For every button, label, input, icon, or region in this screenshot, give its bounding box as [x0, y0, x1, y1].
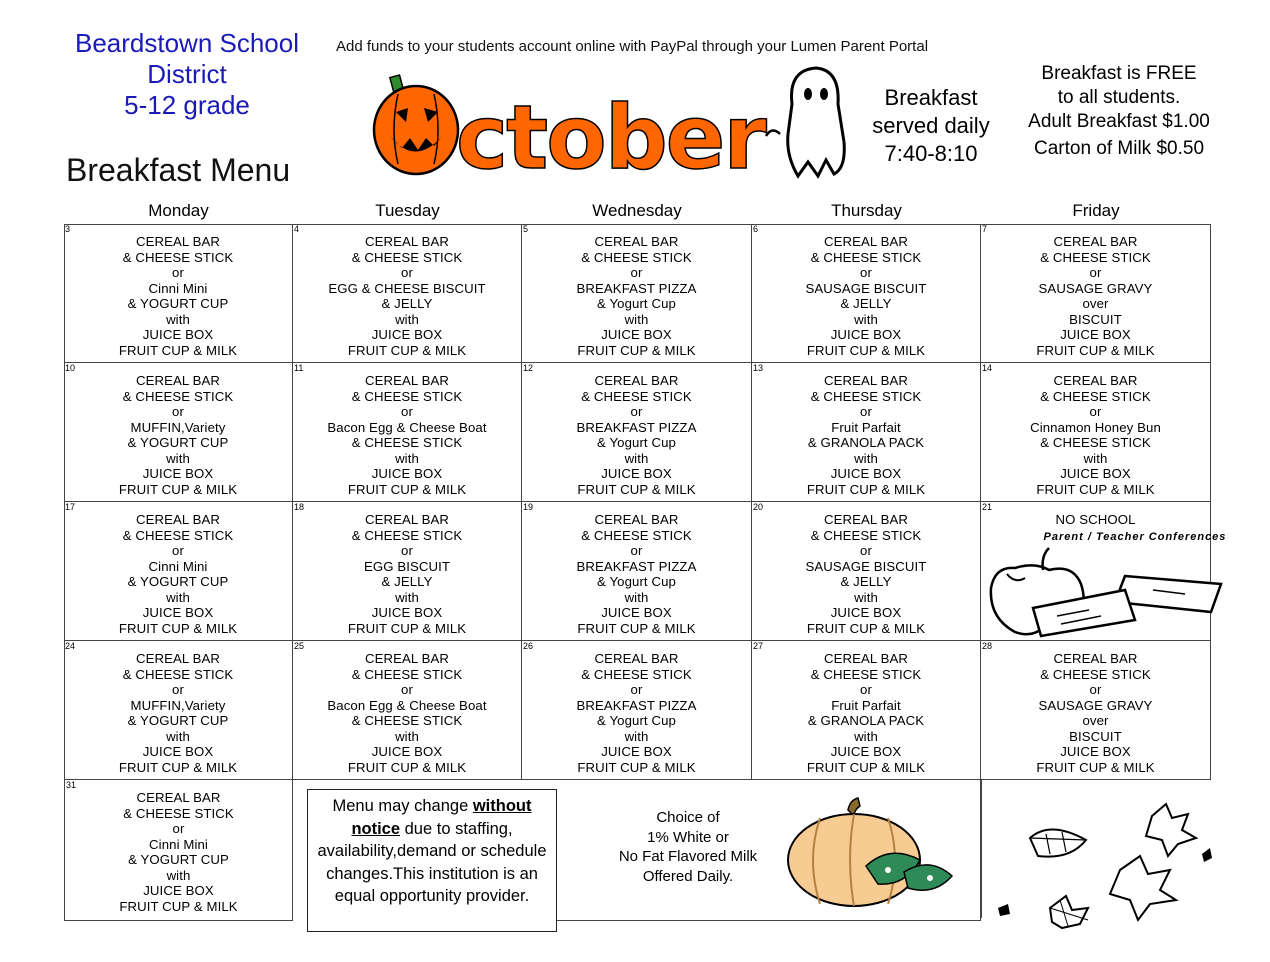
- menu-line: BREAKFAST PIZZA: [576, 697, 697, 713]
- notice-bold-without: without: [472, 797, 532, 815]
- menu-line: & CHEESE STICK: [351, 435, 463, 450]
- menu-line: with: [1083, 450, 1108, 466]
- menu-items: [64, 373, 292, 497]
- day-number: 21: [982, 502, 993, 512]
- menu-line: & GRANOLA PACK: [807, 713, 925, 728]
- menu-line: Bacon Egg & Cheese Boat: [327, 697, 487, 713]
- paypal-note: Add funds to your students account online with PayPal through your Lumen Parent Portal: [336, 38, 929, 55]
- day-cell-thursday: [752, 363, 981, 502]
- menu-line: CEREAL BAR: [823, 651, 909, 666]
- menu-items: [752, 651, 980, 775]
- menu-items: [64, 512, 292, 636]
- menu-line: CEREAL BAR: [594, 234, 679, 249]
- menu-line: & YOGURT CUP: [127, 713, 229, 728]
- served-line-2: served daily: [872, 113, 990, 138]
- menu-line: FRUIT CUP & MILK: [577, 759, 696, 775]
- menu-line: FRUIT CUP & MILK: [577, 481, 696, 497]
- day-number: 13: [753, 363, 764, 373]
- served-line-1: Breakfast: [884, 85, 978, 110]
- pricing-line-1: Breakfast is FREE: [1041, 63, 1197, 84]
- jack-o-lantern-icon: [374, 75, 458, 174]
- menu-line: Fruit Parfait: [831, 697, 901, 713]
- menu-line: & Yogurt Cup: [597, 713, 676, 728]
- day-cell-monday: [64, 502, 293, 641]
- day-cell-monday: [64, 224, 293, 363]
- day-number: 7: [982, 224, 988, 234]
- menu-line: FRUIT CUP & MILK: [577, 342, 696, 358]
- menu-line: BISCUIT: [1069, 728, 1122, 744]
- menu-line: & CHEESE STICK: [351, 666, 463, 682]
- menu-line: & Yogurt Cup: [597, 435, 676, 450]
- menu-line: CEREAL BAR: [364, 651, 450, 666]
- menu-line: FRUIT CUP & MILK: [806, 342, 926, 358]
- menu-items: [981, 234, 1210, 358]
- menu-line: BREAKFAST PIZZA: [576, 419, 697, 435]
- day-cell-thursday: [752, 224, 981, 363]
- menu-line: CEREAL BAR: [823, 234, 909, 249]
- menu-line: JUICE BOX: [1060, 744, 1131, 759]
- grade-range: 5-12 grade: [124, 90, 250, 120]
- menu-line: FRUIT CUP & MILK: [806, 481, 926, 497]
- menu-line: with: [395, 589, 419, 605]
- menu-line: with: [166, 311, 190, 327]
- menu-line: JUICE BOX: [143, 883, 214, 898]
- menu-items: [293, 651, 521, 775]
- menu-line: & YOGURT CUP: [127, 435, 229, 450]
- day-header-wednesday: Wednesday: [592, 201, 682, 220]
- day-number: 25: [294, 641, 305, 651]
- day-header-thursday: Thursday: [831, 201, 902, 220]
- menu-line: JUICE BOX: [601, 466, 672, 481]
- menu-line: CEREAL BAR: [135, 373, 221, 388]
- menu-line: & CHEESE STICK: [351, 249, 463, 265]
- menu-line: BISCUIT: [1069, 311, 1122, 327]
- menu-line: CEREAL BAR: [594, 651, 679, 666]
- menu-line: JUICE BOX: [830, 327, 902, 342]
- notice-bold-notice: notice: [351, 819, 401, 838]
- menu-line: FRUIT CUP & MILK: [1036, 481, 1155, 497]
- menu-line: & CHEESE STICK: [351, 713, 463, 728]
- day-number: 27: [753, 641, 764, 651]
- menu-line: CEREAL BAR: [364, 373, 450, 388]
- day-cell-thursday: [752, 641, 981, 780]
- menu-line: FRUIT CUP & MILK: [118, 759, 238, 775]
- menu-line: CEREAL BAR: [135, 234, 221, 249]
- menu-line: or: [630, 682, 643, 697]
- menu-line: with: [395, 450, 419, 466]
- menu-line: JUICE BOX: [601, 605, 672, 620]
- menu-line: FRUIT CUP & MILK: [347, 759, 467, 775]
- menu-items: [293, 512, 521, 636]
- menu-line: with: [166, 589, 190, 605]
- menu-line: & CHEESE STICK: [122, 527, 234, 543]
- pricing-line-2: to all students.: [1057, 87, 1181, 108]
- menu-line: JUICE BOX: [371, 605, 443, 620]
- day-number: 20: [753, 502, 764, 512]
- menu-line: JUICE BOX: [142, 466, 214, 481]
- menu-items: [752, 234, 980, 358]
- menu-line: or: [401, 682, 413, 697]
- day-cell-friday: [981, 641, 1211, 780]
- menu-line: FRUIT CUP & MILK: [347, 620, 467, 636]
- menu-line: & CHEESE STICK: [810, 249, 922, 265]
- day-header-monday: Monday: [148, 201, 209, 220]
- day-number: 18: [294, 502, 305, 512]
- day-number: 6: [753, 224, 759, 234]
- menu-line: JUICE BOX: [830, 466, 902, 481]
- day-number: 3: [65, 224, 71, 234]
- menu-line: with: [624, 450, 649, 466]
- menu-items: [522, 512, 751, 636]
- day-cell-monday: [64, 363, 293, 502]
- day-cell-wednesday: [522, 363, 752, 502]
- menu-items: [293, 234, 521, 358]
- menu-line: & CHEESE STICK: [351, 527, 463, 543]
- day-number: 28: [982, 641, 993, 651]
- menu-line: or: [860, 404, 872, 419]
- day-number: 14: [982, 363, 993, 373]
- menu-line: CEREAL BAR: [1053, 651, 1138, 666]
- menu-line: or: [1089, 404, 1102, 419]
- adult-price: Adult Breakfast $1.00: [1028, 111, 1210, 132]
- menu-line: FRUIT CUP & MILK: [118, 481, 238, 497]
- menu-line: or: [172, 265, 184, 280]
- day-number: 19: [523, 502, 534, 512]
- menu-line: with: [395, 311, 419, 327]
- menu-items: [981, 651, 1210, 775]
- menu-line: BREAKFAST PIZZA: [576, 280, 697, 296]
- menu-line: FRUIT CUP & MILK: [806, 620, 926, 636]
- day-cell-monday: [64, 641, 293, 780]
- menu-items: [522, 234, 751, 358]
- district-line-1: Beardstown School: [74, 28, 300, 58]
- menu-line: or: [1089, 682, 1102, 697]
- menu-line: & CHEESE STICK: [1040, 666, 1151, 682]
- menu-line: & CHEESE STICK: [1040, 388, 1151, 404]
- menu-line: or: [172, 682, 184, 697]
- day-number: 24: [65, 641, 76, 651]
- menu-line: or: [630, 265, 643, 280]
- menu-line: & JELLY: [840, 574, 892, 589]
- menu-items: [981, 373, 1210, 497]
- menu-line: & CHEESE STICK: [810, 388, 922, 404]
- day-number: 12: [523, 363, 534, 373]
- menu-line: & JELLY: [381, 296, 433, 311]
- day-number: 11: [294, 363, 304, 373]
- district-line-2: District: [147, 59, 227, 89]
- menu-line: Bacon Egg & Cheese Boat: [327, 419, 487, 435]
- menu-line: with: [166, 867, 191, 883]
- menu-line: with: [395, 728, 419, 744]
- menu-line: & CHEESE STICK: [122, 388, 234, 404]
- conferences-label: Parent / Teacher Conferences: [1043, 531, 1227, 543]
- menu-line: MUFFIN,Variety: [130, 697, 226, 713]
- milk-choice-line-3: No Fat Flavored Milk: [618, 848, 758, 865]
- october-banner-art: [368, 64, 848, 182]
- friday-divider: [981, 780, 982, 918]
- menu-line: FRUIT CUP & MILK: [1036, 342, 1155, 358]
- menu-line: FRUIT CUP & MILK: [1036, 759, 1155, 775]
- menu-line: CEREAL BAR: [136, 790, 221, 805]
- menu-line: JUICE BOX: [1060, 327, 1131, 342]
- day-cell-tuesday: [293, 641, 522, 780]
- ghost-icon: [766, 68, 844, 176]
- menu-line: JUICE BOX: [830, 744, 902, 759]
- menu-line: JUICE BOX: [142, 327, 214, 342]
- menu-line: FRUIT CUP & MILK: [347, 342, 467, 358]
- menu-line: & CHEESE STICK: [810, 666, 922, 682]
- menu-line: JUICE BOX: [142, 605, 214, 620]
- conference-apple-art: [985, 528, 1235, 640]
- menu-line: & YOGURT CUP: [127, 296, 229, 311]
- menu-line: & CHEESE STICK: [1040, 435, 1151, 450]
- menu-line: & CHEESE STICK: [581, 666, 692, 682]
- day-cell-friday: [981, 224, 1211, 363]
- milk-choice-info: [598, 808, 778, 886]
- menu-line: with: [624, 728, 649, 744]
- menu-line: & CHEESE STICK: [122, 249, 234, 265]
- menu-line: FRUIT CUP & MILK: [119, 898, 238, 914]
- day-cell-friday: [981, 363, 1211, 502]
- district-name: [58, 28, 316, 121]
- menu-line: & CHEESE STICK: [122, 666, 234, 682]
- menu-line: JUICE BOX: [142, 744, 214, 759]
- menu-line: or: [172, 543, 184, 558]
- menu-line: CEREAL BAR: [823, 373, 909, 388]
- menu-line: CEREAL BAR: [135, 651, 221, 666]
- day-number: 5: [523, 224, 529, 234]
- menu-line: JUICE BOX: [601, 744, 672, 759]
- menu-line: CEREAL BAR: [1053, 234, 1138, 249]
- october-letters: ctober: [456, 86, 765, 182]
- menu-line: with: [624, 311, 649, 327]
- menu-items: [293, 373, 521, 497]
- menu-line: or: [401, 265, 413, 280]
- menu-line: Cinni Mini: [148, 280, 208, 296]
- day-cell-thursday: [752, 502, 981, 641]
- menu-line: or: [401, 543, 413, 558]
- menu-line: CEREAL BAR: [364, 234, 450, 249]
- menu-line: BREAKFAST PIZZA: [576, 558, 697, 574]
- day-cell-monday: [64, 780, 293, 921]
- milk-choice-line-4: Offered Daily.: [642, 867, 734, 885]
- menu-line: Cinni Mini: [148, 558, 208, 574]
- menu-line: or: [172, 404, 184, 419]
- menu-line: or: [630, 404, 643, 419]
- menu-line: & CHEESE STICK: [351, 388, 463, 404]
- notice-text-2: due to staffing, availability,demand or schedule changes.This institution is an equal opportunity provider.: [317, 819, 547, 905]
- pricing-info: [1010, 62, 1228, 161]
- menu-line: & CHEESE STICK: [581, 388, 692, 404]
- menu-line: & YOGURT CUP: [128, 852, 229, 867]
- menu-line: & YOGURT CUP: [127, 574, 229, 589]
- menu-line: with: [166, 728, 190, 744]
- menu-line: SAUSAGE GRAVY: [1038, 697, 1153, 713]
- menu-items: [752, 512, 980, 636]
- autumn-leaves-icon: [990, 790, 1230, 940]
- menu-line: over: [1082, 713, 1109, 728]
- menu-line: & JELLY: [840, 296, 892, 311]
- menu-items: [65, 790, 292, 914]
- menu-line: FRUIT CUP & MILK: [577, 620, 696, 636]
- menu-line: or: [860, 543, 872, 558]
- day-header-friday: Friday: [1072, 201, 1120, 220]
- menu-items: [64, 234, 292, 358]
- menu-line: FRUIT CUP & MILK: [118, 620, 238, 636]
- day-number: 17: [65, 502, 76, 512]
- menu-line: or: [860, 682, 872, 697]
- menu-line: SAUSAGE GRAVY: [1038, 280, 1153, 296]
- menu-items: [752, 373, 980, 497]
- pumpkin-icon: [780, 796, 956, 908]
- milk-choice-line-2: 1% White or: [647, 828, 729, 846]
- menu-line: or: [860, 265, 872, 280]
- menu-line: & JELLY: [381, 574, 433, 589]
- menu-line: with: [624, 589, 649, 605]
- menu-line: or: [1089, 265, 1102, 280]
- day-number: 31: [66, 780, 77, 790]
- menu-line: & CHEESE STICK: [810, 527, 922, 543]
- menu-line: Cinni Mini: [149, 836, 208, 852]
- menu-line: CEREAL BAR: [1053, 373, 1138, 388]
- menu-line: JUICE BOX: [830, 605, 902, 620]
- served-time: 7:40-8:10: [884, 141, 978, 166]
- day-cell-wednesday: [522, 224, 752, 363]
- menu-line: or: [630, 543, 643, 558]
- menu-line: Cinnamon Honey Bun: [1030, 419, 1161, 435]
- menu-line: MUFFIN,Variety: [130, 419, 226, 435]
- menu-line: & CHEESE STICK: [581, 249, 692, 265]
- menu-line: FRUIT CUP & MILK: [118, 342, 238, 358]
- menu-line: & Yogurt Cup: [597, 574, 676, 589]
- day-number: 10: [65, 363, 76, 373]
- day-cell-tuesday: [293, 502, 522, 641]
- notice-text-1: Menu may change: [332, 797, 473, 815]
- menu-items: [522, 373, 751, 497]
- menu-line: Fruit Parfait: [831, 419, 901, 435]
- menu-line: JUICE BOX: [371, 327, 443, 342]
- menu-line: with: [854, 728, 878, 744]
- menu-line: & CHEESE STICK: [123, 805, 234, 821]
- menu-line: EGG BISCUIT: [363, 558, 451, 574]
- served-daily-info: [858, 84, 1004, 168]
- menu-line: & GRANOLA PACK: [807, 435, 925, 450]
- milk-choice-line-1: Choice of: [656, 809, 720, 826]
- menu-line: NO SCHOOL: [1055, 512, 1136, 527]
- menu-items: [981, 512, 1210, 528]
- page-title: Breakfast Menu: [66, 152, 291, 188]
- menu-items: [522, 651, 751, 775]
- menu-line: JUICE BOX: [1060, 466, 1131, 481]
- menu-line: JUICE BOX: [371, 466, 443, 481]
- menu-line: & Yogurt Cup: [597, 296, 676, 311]
- menu-line: & CHEESE STICK: [1040, 249, 1151, 265]
- menu-line: with: [854, 589, 878, 605]
- menu-line: FRUIT CUP & MILK: [806, 759, 926, 775]
- menu-change-notice: [307, 789, 557, 932]
- day-cell-tuesday: [293, 224, 522, 363]
- menu-line: with: [166, 450, 190, 466]
- day-cell-wednesday: [522, 502, 752, 641]
- menu-line: with: [854, 311, 878, 327]
- menu-line: over: [1082, 296, 1109, 311]
- menu-items: [64, 651, 292, 775]
- milk-price: Carton of Milk $0.50: [1033, 138, 1205, 159]
- menu-line: & CHEESE STICK: [581, 527, 692, 543]
- day-number: 26: [523, 641, 534, 651]
- day-number: 4: [294, 224, 300, 234]
- menu-line: JUICE BOX: [371, 744, 443, 759]
- day-cell-tuesday: [293, 363, 522, 502]
- menu-line: CEREAL BAR: [364, 512, 450, 527]
- menu-line: EGG & CHEESE BISCUIT: [328, 280, 486, 296]
- menu-line: or: [401, 404, 413, 419]
- menu-line: with: [854, 450, 878, 466]
- day-header-tuesday: Tuesday: [375, 201, 440, 220]
- menu-line: CEREAL BAR: [823, 512, 909, 527]
- menu-line: CEREAL BAR: [594, 512, 679, 527]
- menu-line: or: [172, 821, 185, 836]
- menu-line: CEREAL BAR: [135, 512, 221, 527]
- menu-line: FRUIT CUP & MILK: [347, 481, 467, 497]
- menu-line: CEREAL BAR: [594, 373, 679, 388]
- menu-line: SAUSAGE BISCUIT: [805, 280, 927, 296]
- menu-line: SAUSAGE BISCUIT: [805, 558, 927, 574]
- menu-line: JUICE BOX: [601, 327, 672, 342]
- day-cell-wednesday: [522, 641, 752, 780]
